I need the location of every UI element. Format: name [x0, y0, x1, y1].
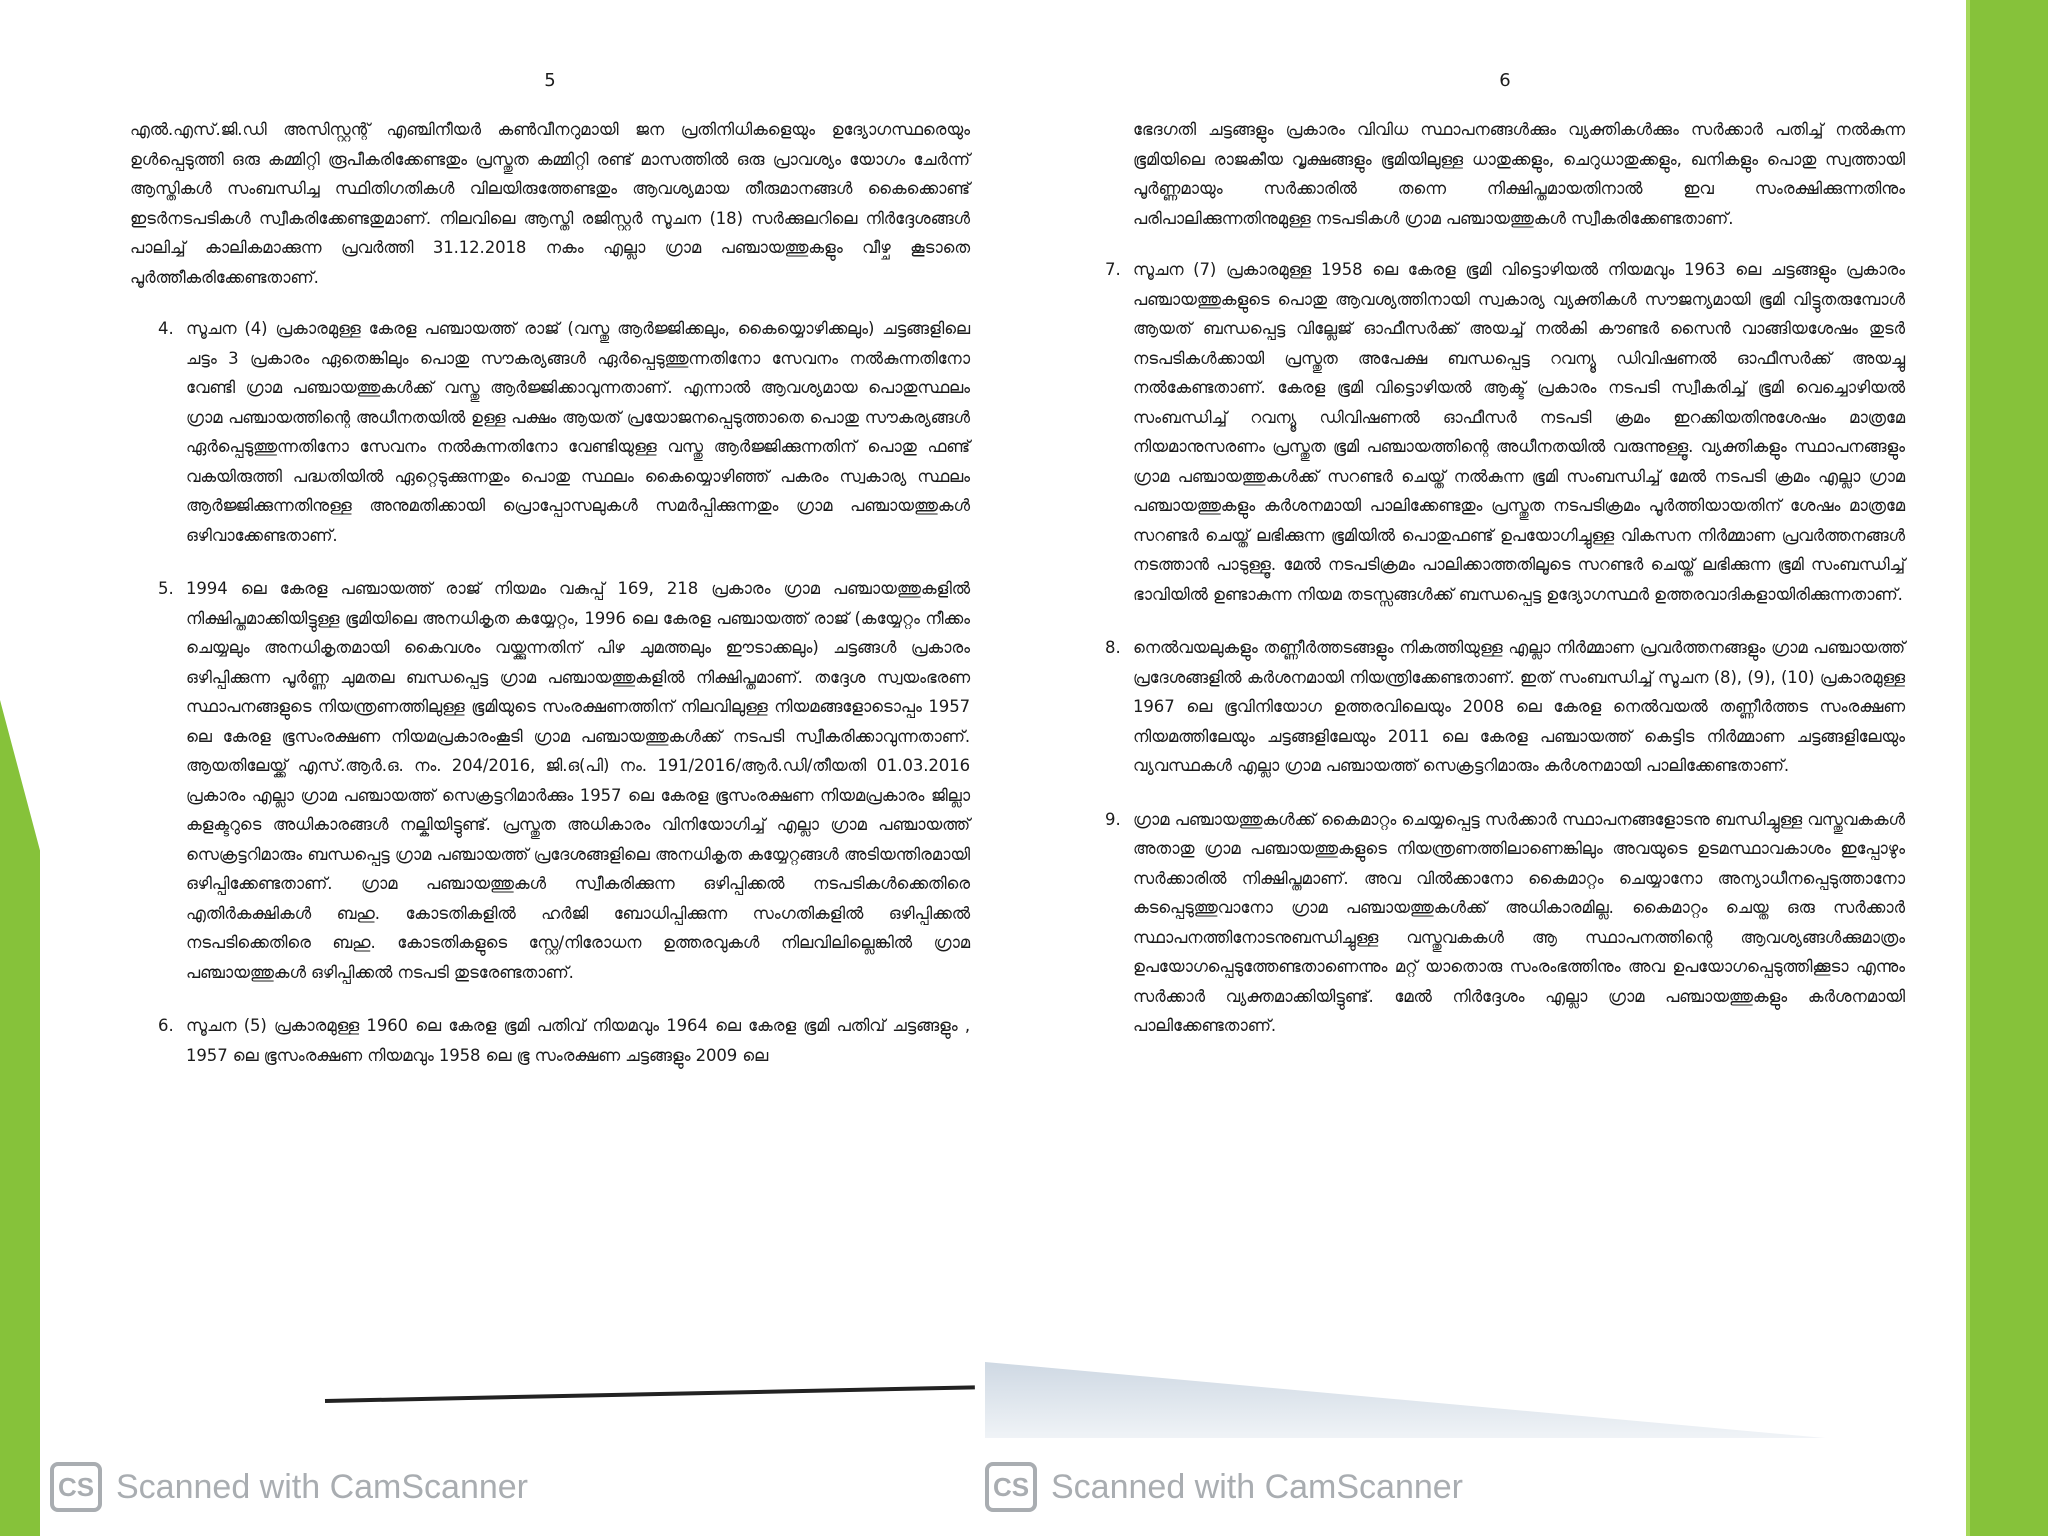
page-number: 5: [544, 70, 556, 91]
item-number: 4.: [158, 319, 174, 338]
camscanner-logo-icon: CS: [50, 1462, 102, 1512]
decorative-green-stripe: [1966, 0, 1970, 1536]
item-number: 9.: [1105, 809, 1121, 829]
camscanner-logo-icon: CS: [985, 1462, 1037, 1512]
list-item: [1105, 805, 1905, 1041]
list-item: [158, 1011, 970, 1070]
item-text: 1994 ലെ കേരള പഞ്ചായത്ത് രാജ് നിയമം വകുപ്പ് 169, 218 പ്രകാരം ഗ്രാമ പഞ്ചായത്തുകളിൽ നിക്ഷിപ്തമാക്കിയിട്ടുള്ള ഭൂമിയിലെ അനധികൃത കയ്യേറ്റം, 1996 ലെ കേരള പഞ്ചായത്ത് രാജ് (കയ്യേറ്റം നീക്കം ചെയ്യലും അനധികൃതമായി കൈവശം വയ്ക്കുന്നതിന് പിഴ ചുമത്തലും ഈടാക്കലും) ചട്ടങ്ങൾ പ്രകാരം ഒഴിപ്പിക്കുന്ന പൂർണ്ണ ചുമതല ബന്ധപ്പെട്ട ഗ്രാമ പഞ്ചായത്തുകളിൽ നിക്ഷിപ്തമാണ്. തദ്ദേശ സ്വയംഭരണ സ്ഥാപനങ്ങളുടെ നിയന്ത്രണത്തിലുള്ള ഭൂമിയുടെ സംരക്ഷണത്തിന് നിലവിലുള്ള നിയമങ്ങളോടൊപ്പം 1957 ലെ കേരള ഭൂസംരക്ഷണ നിയമപ്രകാരംകൂടി ഗ്രാമ പഞ്ചായത്തുകൾക്ക് നടപടി സ്വീകരിക്കാവുന്നതാണ്. ആയതിലേയ്ക്ക് എസ്.ആർ.ഒ. നം. 204/2016, ജി.ഒ(പി) നം. 191/2016/ആർ.ഡി/തീയതി 01.03.2016 പ്രകാരം എല്ലാ ഗ്രാമ പഞ്ചായത്ത് സെക്രട്ടറിമാർക്കും 1957 ലെ കേരള ഭൂസംരക്ഷണ നിയമപ്രകാരം ജില്ലാ കളക്ടറുടെ അധികാരങ്ങൾ നല്കിയിട്ടുണ്ട്. പ്രസ്തുത അധികാരം വിനിയോഗിച്ച് എല്ലാ ഗ്രാമ പഞ്ചായത്ത് സെക്രട്ടറിമാരും ബന്ധപ്പെട്ട ഗ്രാമ പഞ്ചായത്ത് പ്രദേശങ്ങളിലെ അനധികൃത കയ്യേറ്റങ്ങൾ അടിയന്തിരമായി ഒഴിപ്പിക്കേണ്ടതാണ്. ഗ്രാമ പഞ്ചായത്തുകൾ സ്വീകരിക്കുന്ന ഒഴിപ്പിക്കൽ നടപടികൾക്കെതിരെ എതിർകക്ഷികൾ ബഹു. കോടതികളിൽ ഹർജി ബോധിപ്പിക്കുന്ന സംഗതികളിൽ ഒഴിപ്പിക്കൽ നടപടിക്കെതിരെ ബഹു. കോടതികളുടെ സ്റ്റേ/നിരോധന ഉത്തരവുകൾ നിലവിലില്ലെങ്കിൽ ഗ്രാമ പഞ്ചായത്തുകൾ ഒഴിപ്പിക്കൽ നടപടി തുടരേണ്ടതാണ്.: [186, 579, 970, 982]
watermark-label: Scanned with CamScanner: [116, 1467, 529, 1506]
item-text: നെൽവയലുകളും തണ്ണീർത്തടങ്ങളും നികത്തിയുള്ള എല്ലാ നിർമ്മാണ പ്രവർത്തനങ്ങളും ഗ്രാമ പഞ്ചായത്ത് പ്രദേശങ്ങളിൽ കർശനമായി നിയന്ത്രിക്കേണ്ടതാണ്. ഇത് സംബന്ധിച്ച് സൂചന (8), (9), (10) പ്രകാരമുള്ള 1967 ലെ ഭൂവിനിയോഗ ഉത്തരവിലെയും 2008 ലെ കേരള നെൽവയൽ തണ്ണീർത്തട സംരക്ഷണ നിയമത്തിലേയും ചട്ടങ്ങളിലേയും 2011 ലെ കേരള പഞ്ചായത്ത് കെട്ടിട നിർമ്മാണ ചട്ടങ്ങളിലേയും വ്യവസ്ഥകൾ എല്ലാ ഗ്രാമ പഞ്ചായത്ത് സെക്രട്ടറിമാരും കർശനമായി പാലിക്കേണ്ടതാണ്.: [1133, 638, 1905, 775]
item-text: സൂചന (7) പ്രകാരമുള്ള 1958 ലെ കേരള ഭൂമി വിട്ടൊഴിയൽ നിയമവും 1963 ലെ ചട്ടങ്ങളും പ്രകാരം പഞ്ചായത്തുകളുടെ പൊതു ആവശ്യത്തിനായി സ്വകാര്യ വ്യക്തികൾ സൗജന്യമായി ഭൂമി വിട്ടുതരുമ്പോൾ ആയത് ബന്ധപ്പെട്ട വില്ലേജ് ഓഫീസർക്ക് അയച്ച് നൽകി കൗണ്ടർ സൈൻ വാങ്ങിയശേഷം തുടർ നടപടികൾക്കായി പ്രസ്തുത അപേക്ഷ ബന്ധപ്പെട്ട റവന്യൂ ഡിവിഷണൽ ഓഫീസർക്ക് അയച്ചു നൽകേണ്ടതാണ്. കേരള ഭൂമി വിട്ടൊഴിയൽ ആക്ട് പ്രകാരം നടപടി സ്വീകരിച്ച് ഭൂമി വെച്ചൊഴിയൽ സംബന്ധിച്ച് റവന്യൂ ഡിവിഷണൽ ഓഫീസർ നടപടി ക്രമം ഇറക്കിയതിനുശേഷം മാത്രമേ നിയമാനുസരണം പ്രസ്തുത ഭൂമി പഞ്ചായത്തിന്റെ അധീനതയിൽ വരുന്നുള്ളൂ. വ്യക്തികളും സ്ഥാപനങ്ങളും ഗ്രാമ പഞ്ചായത്തുകൾക്ക് സറണ്ടർ ചെയ്ത് നൽകുന്ന ഭൂമി സംബന്ധിച്ച് മേൽ നടപടി ക്രമം എല്ലാ ഗ്രാമ പഞ്ചായത്തുകളും കർശനമായി പാലിക്കേണ്ടതും പ്രസ്തുത നടപടിക്രമം പൂർത്തിയായതിന് ശേഷം മാത്രമേ സറണ്ടർ ചെയ്ത് ലഭിക്കുന്ന ഭൂമിയിൽ പൊതുഫണ്ട് ഉപയോഗിച്ചുള്ള വികസന നിർമ്മാണ പ്രവർത്തനങ്ങൾ നടത്താൻ പാടുള്ളൂ. മേൽ നടപടിക്രമം പാലിക്കാത്തതിലൂടെ സറണ്ടർ ചെയ്ത് ലഭിക്കുന്ന ഭൂമി സംബന്ധിച്ച് ഭാവിയിൽ ഉണ്ടാകുന്ന നിയമ തടസ്സങ്ങൾക്ക് ബന്ധപ്പെട്ട ഉദ്യോഗസ്ഥർ ഉത്തരവാദികളായിരിക്കുന്നതാണ്.: [1133, 260, 1905, 604]
scan-artifact-line: [325, 1385, 975, 1403]
list-item: [1105, 633, 1905, 781]
item-text: സൂചന (5) പ്രകാരമുള്ള 1960 ലെ കേരള ഭൂമി പതിവ് നിയമവും 1964 ലെ കേരള ഭൂമി പതിവ് ചട്ടങ്ങളും , 1957 ലെ ഭൂസംരക്ഷണ നിയമവും 1958 ലെ ഭൂ സംരക്ഷണ ചട്ടങ്ങളും 2009 ലെ: [186, 1016, 970, 1065]
item-number: 5.: [158, 579, 174, 598]
continuation-paragraph: ഭേദഗതി ചട്ടങ്ങളും പ്രകാരം വിവിധ സ്ഥാപനങ്ങൾക്കും വ്യക്തികൾക്കും സർക്കാർ പതിച്ച് നൽകുന്ന ഭൂമിയിലെ രാജകീയ വൃക്ഷങ്ങളും ഭൂമിയിലുള്ള ധാതുക്കളും, ചെറുധാതുക്കളും, ഖനികളും പൊതു സ്വത്തായി പൂർണ്ണമായും സർക്കാരിൽ തന്നെ നിക്ഷിപ്തമായതിനാൽ ഇവ സംരക്ഷിക്കുന്നതിനും പരിപാലിക്കുന്നതിനുമുള്ള നടപടികൾ ഗ്രാമ പഞ്ചായത്തുകൾ സ്വീകരിക്കേണ്ടതാണ്.: [1133, 120, 1905, 228]
item-number: 6.: [158, 1016, 174, 1035]
list-item: [1105, 255, 1905, 609]
intro-paragraph: എൽ.എസ്.ജി.ഡി അസിസ്റ്റന്റ് എഞ്ചിനീയർ കൺവീനറുമായി ജന പ്രതിനിധികളെയും ഉദ്യോഗസ്ഥരെയും ഉൾപ്പെടുത്തി ഒരു കമ്മിറ്റി രൂപീകരിക്കേണ്ടതും പ്രസ്തുത കമ്മിറ്റി രണ്ട് മാസത്തിൽ ഒരു പ്രാവശ്യം യോഗം ചേർന്ന് ആസ്തികൾ സംബന്ധിച്ച സ്ഥിതിഗതികൾ വിലയിരുത്തേണ്ടതും ആവശ്യമായ തീരുമാനങ്ങൾ കൈക്കൊണ്ട് ഇടർനടപടികൾ സ്വീകരിക്കേണ്ടതുമാണ്. നിലവിലെ ആസ്തി രജിസ്റ്റർ സൂചന (18) സർക്കുലറിലെ നിർദ്ദേശങ്ങൾ പാലിച്ച് കാലികമാക്കുന്ന പ്രവർത്തി 31.12.2018 നകം എല്ലാ ഗ്രാമ പഞ്ചായത്തുകളും വീഴ്ച കൂടാതെ പൂർത്തീകരിക്കേണ്ടതാണ്.: [130, 120, 970, 287]
camscanner-watermark: [50, 1462, 528, 1512]
item-text: ഗ്രാമ പഞ്ചായത്തുകൾക്ക് കൈമാറ്റം ചെയ്യപ്പെട്ട സർക്കാർ സ്ഥാപനങ്ങളോടനു ബന്ധിച്ചുള്ള വസ്തുവകകൾ അതാതു ഗ്രാമ പഞ്ചായത്തുകളുടെ നിയന്ത്രണത്തിലാണെങ്കിലും അവയുടെ ഉടമസ്ഥാവകാശം ഇപ്പോഴും സർക്കാരിൽ നിക്ഷിപ്തമാണ്. അവ വിൽക്കാനോ കൈമാറ്റം ചെയ്യാനോ അന്യാധീനപ്പെടുത്താനോ കടപ്പെടുത്തുവാനോ ഗ്രാമ പഞ്ചായത്തുകൾക്ക് അധികാരമില്ല. കൈമാറ്റം ചെയ്ത ഒരു സർക്കാർ സ്ഥാപനത്തിനോടനുബന്ധിച്ചുള്ള വസ്തുവകകൾ ആ സ്ഥാപനത്തിന്റെ ആവശ്യങ്ങൾക്കുമാത്രം ഉപയോഗപ്പെടുത്തേണ്ടതാണെന്നും മറ്റ് യാതൊരു സംരംഭത്തിനും അവ ഉപയോഗപ്പെടുത്തിക്കൂടാ എന്നും സർക്കാർ വ്യക്തമാക്കിയിട്ടുണ്ട്. മേൽ നിർദ്ദേശം എല്ലാ ഗ്രാമ പഞ്ചായത്തുകളും കർശനമായി പാലിക്കേണ്ടതാണ്.: [1133, 809, 1905, 1035]
item-number: 8.: [1105, 638, 1121, 657]
document-page-right: [1105, 70, 1905, 1065]
scan-artifact-shadow: [985, 1362, 1825, 1438]
decorative-green-bar-right: [1970, 0, 2048, 1536]
page-number: 6: [1499, 70, 1511, 91]
item-number: 7.: [1105, 260, 1121, 279]
document-page-left: [130, 70, 970, 1094]
item-text: സൂചന (4) പ്രകാരമുള്ള കേരള പഞ്ചായത്ത് രാജ് (വസ്തു ആർജ്ജിക്കലും, കൈയ്യൊഴിക്കലും) ചട്ടങ്ങളിലെ ചട്ടം 3 പ്രകാരം ഏതെങ്കിലും പൊതു സൗകര്യങ്ങൾ ഏർപ്പെടുത്തുന്നതിനോ സേവനം നൽകുന്നതിനോ വേണ്ടി ഗ്രാമ പഞ്ചായത്തുകൾക്ക് വസ്തു ആർജ്ജിക്കാവുന്നതാണ്. എന്നാൽ ആവശ്യമായ പൊതുസ്ഥലം ഗ്രാമ പഞ്ചായത്തിന്റെ അധീനതയിൽ ഉള്ള പക്ഷം ആയത് പ്രയോജനപ്പെടുത്താതെ പൊതു സൗകര്യങ്ങൾ ഏർപ്പെടുത്തുന്നതിനോ സേവനം നൽകുന്നതിനോ വേണ്ടിയുള്ള വസ്തു ആർജ്ജിക്കുന്നതിന് പൊതു ഫണ്ട് വകയിരുത്തി പദ്ധതിയിൽ ഏറ്റെടുക്കുന്നതും പൊതു സ്ഥലം കൈയ്യൊഴിഞ്ഞ് പകരം സ്വകാര്യ സ്ഥലം ആർജ്ജിക്കുന്നതിനുള്ള അനുമതിക്കായി പ്രൊപ്പോസലുകൾ സമർപ്പിക്കുന്നതും ഗ്രാമ പഞ്ചായത്തുകൾ ഒഴിവാക്കേണ്ടതാണ്.: [186, 319, 970, 545]
camscanner-watermark: [985, 1462, 1463, 1512]
decorative-green-shape-left: [0, 700, 40, 1536]
list-item: [158, 574, 970, 987]
list-item: [158, 314, 970, 550]
watermark-label: Scanned with CamScanner: [1051, 1467, 1464, 1506]
